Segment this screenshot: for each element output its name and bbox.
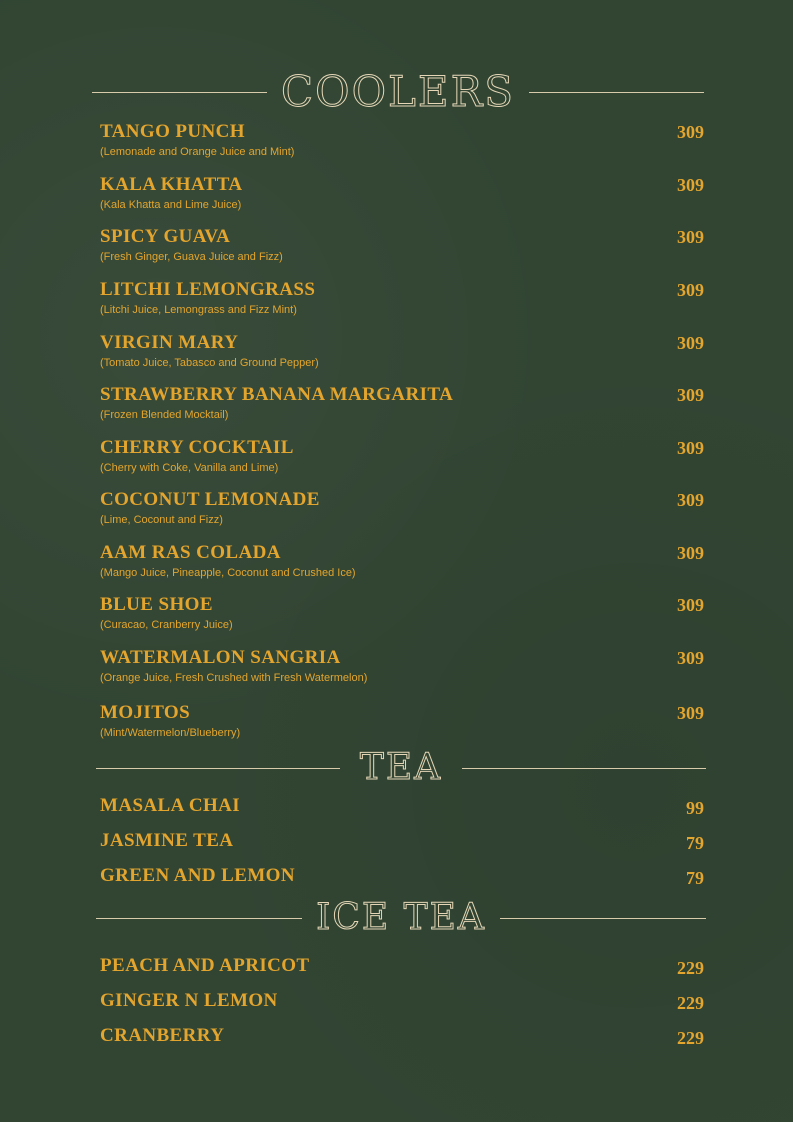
section-title-tea: TEA (359, 747, 443, 788)
item-name: BLUE SHOE (100, 594, 213, 615)
item-description: (Mango Juice, Pineapple, Coconut and Crushed Ice) (100, 567, 356, 579)
section-header-tea (96, 748, 706, 788)
item-price: 99 (686, 798, 704, 818)
item-price: 309 (677, 543, 704, 563)
item-name: MASALA CHAI (100, 795, 241, 816)
item-name: AAM RAS COLADA (100, 542, 281, 563)
item-name: CHERRY COCKTAIL (100, 437, 294, 458)
item-name: LITCHI LEMONGRASS (100, 279, 316, 300)
header-rule-right (529, 92, 704, 93)
item-price: 79 (686, 833, 704, 853)
item-name: COCONUT LEMONADE (100, 489, 320, 510)
item-description: (Tomato Juice, Tabasco and Ground Pepper) (100, 357, 319, 369)
section-title-ice-tea: ICE TEA (316, 897, 486, 938)
item-name: JASMINE TEA (100, 830, 234, 851)
item-price: 229 (677, 958, 704, 978)
item-name: SPICY GUAVA (100, 226, 231, 247)
header-rule-left (96, 768, 340, 769)
item-price: 309 (677, 227, 704, 247)
item-description: (Lime, Coconut and Fizz) (100, 514, 223, 526)
item-description: (Litchi Juice, Lemongrass and Fizz Mint) (100, 304, 297, 316)
item-name: CRANBERRY (100, 1025, 225, 1046)
item-name: GINGER N LEMON (100, 990, 278, 1011)
item-name: KALA KHATTA (100, 174, 243, 195)
item-name: PEACH AND APRICOT (100, 955, 310, 976)
item-description: (Fresh Ginger, Guava Juice and Fizz) (100, 251, 283, 263)
item-description: (Lemonade and Orange Juice and Mint) (100, 146, 295, 158)
header-rule-right (500, 918, 706, 919)
item-price: 309 (677, 333, 704, 353)
item-price: 309 (677, 385, 704, 405)
item-description: (Orange Juice, Fresh Crushed with Fresh Watermelon) (100, 672, 368, 684)
item-price: 309 (677, 175, 704, 195)
item-price: 309 (677, 595, 704, 615)
item-name: MOJITOS (100, 702, 191, 723)
item-price: 229 (677, 993, 704, 1013)
item-price: 309 (677, 490, 704, 510)
item-description: (Mint/Watermelon/Blueberry) (100, 727, 241, 739)
item-name: TANGO PUNCH (100, 121, 245, 142)
item-description: (Kala Khatta and Lime Juice) (100, 199, 242, 211)
section-header-coolers (92, 67, 704, 116)
item-description: (Cherry with Coke, Vanilla and Lime) (100, 462, 279, 474)
header-rule-left (96, 918, 302, 919)
item-price: 309 (677, 438, 704, 458)
item-name: WATERMALON SANGRIA (100, 647, 341, 668)
header-rule-left (92, 92, 267, 93)
item-price: 309 (677, 703, 704, 723)
item-price: 229 (677, 1028, 704, 1048)
header-rule-right (462, 768, 706, 769)
item-name: VIRGIN MARY (100, 332, 239, 353)
item-description: (Frozen Blended Mocktail) (100, 409, 229, 421)
item-price: 309 (677, 280, 704, 300)
item-description: (Curacao, Cranberry Juice) (100, 619, 233, 631)
item-price: 309 (677, 122, 704, 142)
item-price: 309 (677, 648, 704, 668)
section-title-coolers: COOLERS (281, 67, 515, 116)
item-name: STRAWBERRY BANANA MARGARITA (100, 384, 454, 405)
section-header-ice-tea (96, 898, 706, 938)
item-name: GREEN AND LEMON (100, 865, 295, 886)
item-price: 79 (686, 868, 704, 888)
